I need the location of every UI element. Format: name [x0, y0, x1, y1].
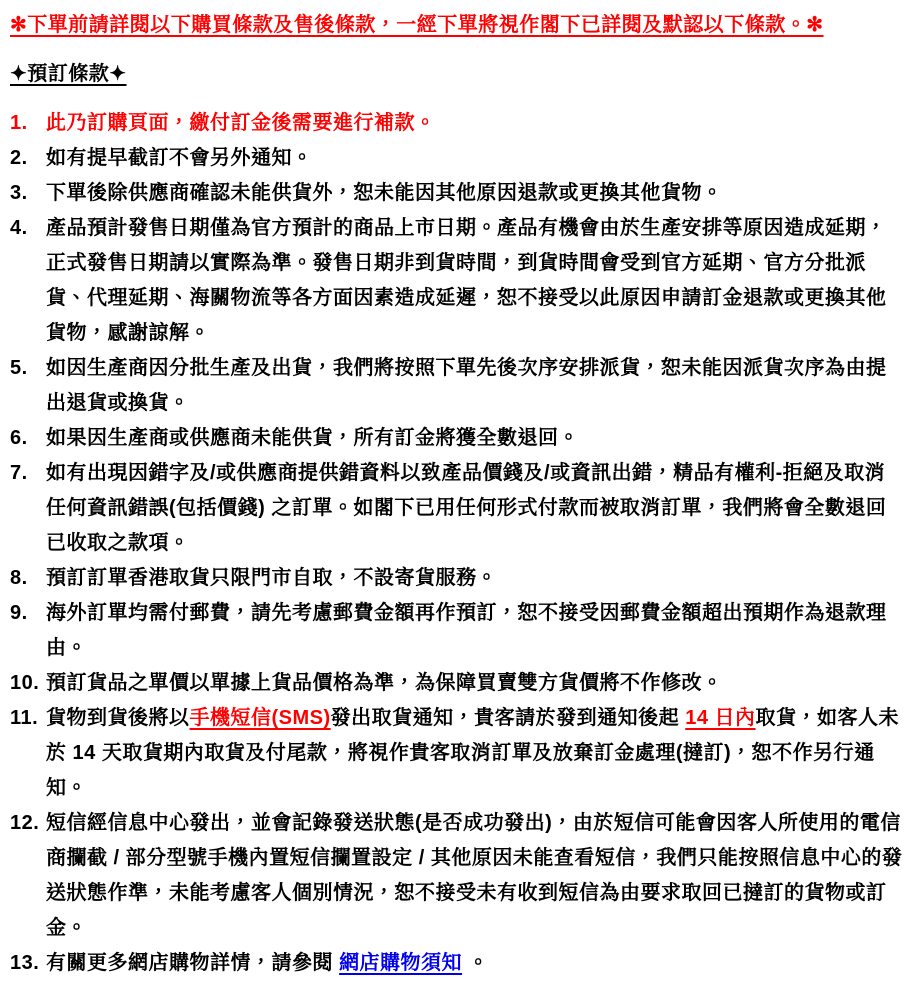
term-item-2 — [10, 141, 903, 176]
term-segment: 如有提早截訂不會另外通知。 — [46, 147, 313, 169]
term-number: 8. — [10, 567, 28, 589]
term-segment: 短信經信息中心發出，並會記錄發送狀態(是否成功發出)，由於短信可能會因客人所使用的電信商攔截 / 部分型號手機內置短信攔置設定 / 其他原因未能查看短信，我們只能按照信息中心的發送狀態作準，未能考慮客人個別情況，恕不接受未有收到短信為由要求取回已撻訂的貨物或訂金。 — [46, 812, 903, 939]
term-segment: 此乃訂購頁面，繳付訂金後需要進行補款。 — [46, 112, 436, 134]
term-item-9 — [10, 596, 903, 666]
term-item-3 — [10, 176, 903, 211]
term-segment: 貨物到貨後將以 — [46, 707, 190, 729]
term-text — [46, 147, 313, 169]
term-text — [46, 707, 899, 799]
term-number: 13. — [10, 952, 40, 974]
term-number: 7. — [10, 462, 28, 484]
term-number: 4. — [10, 217, 28, 239]
term-segment: 海外訂單均需付郵費，請先考慮郵費金額再作預訂，恕不接受因郵費金額超出預期作為退款理由。 — [46, 602, 887, 659]
term-segment: 14 日內 — [685, 707, 756, 729]
terms-list — [10, 106, 903, 981]
preorder-terms-title: ✦預訂條款✦ — [10, 63, 127, 85]
term-segment: 取貨，如客人未於 14 天取貨期內取貨及付尾款，將視作貴客取消訂單及放棄訂金處理(撻訂)，恕不作另行通知。 — [46, 707, 900, 799]
term-item-13 — [10, 946, 903, 981]
term-text — [46, 672, 723, 694]
term-text — [46, 112, 436, 134]
term-text — [46, 812, 902, 939]
term-item-12 — [10, 806, 903, 946]
term-item-11 — [10, 701, 903, 806]
term-segment: 如果因生產商或供應商未能供貨，所有訂金將獲全數退回。 — [46, 427, 579, 449]
term-item-1 — [10, 106, 903, 141]
section-title-row — [10, 57, 903, 92]
term-number: 1. — [10, 112, 28, 134]
term-number: 2. — [10, 147, 28, 169]
store-shopping-guide-link[interactable]: 網店購物須知 — [339, 952, 463, 974]
term-number: 10. — [10, 672, 40, 694]
term-number: 11. — [10, 707, 39, 729]
term-segment: 下單後除供應商確認未能供貨外，恕未能因其他原因退款或更換其他貨物。 — [46, 182, 723, 204]
term-text — [46, 602, 887, 659]
term-number: 6. — [10, 427, 28, 449]
term-segment: 如因生產商因分批生產及出貨，我們將按照下單先後次序安排派貨，恕未能因派貨次序為由提出退貨或換貨。 — [46, 357, 887, 414]
term-segment: 如有出現因錯字及/或供應商提供錯資料以致產品價錢及/或資訊出錯，精品有權利-拒絕及取消任何資訊錯誤(包括價錢) 之訂單。如閣下已用任何形式付款而被取消訂單，我們將會全數退回已收取之款項。 — [46, 462, 887, 554]
term-segment: 發出取貨通知，貴客請於發到通知後起 — [330, 707, 686, 729]
term-segment: 有關更多網店購物詳情，請參閱 — [46, 952, 340, 974]
term-item-5 — [10, 351, 903, 421]
term-segment: 預訂訂單香港取貨只限門市自取，不設寄貨服務。 — [46, 567, 497, 589]
term-number: 3. — [10, 182, 28, 204]
term-segment: 預訂貨品之單價以單據上貨品價格為準，為保障買賣雙方貨價將不作修改。 — [46, 672, 723, 694]
term-item-10 — [10, 666, 903, 701]
term-text — [46, 567, 497, 589]
term-segment: 。 — [462, 952, 489, 974]
term-text — [46, 357, 887, 414]
term-text — [46, 427, 579, 449]
term-segment: 產品預計發售日期僅為官方預計的商品上市日期。產品有機會由於生產安排等原因造成延期，正式發售日期請以實際為準。發售日期非到貨時間，到貨時間會受到官方延期、官方分批派貨、代理延期、海關物流等各方面因素造成延遲，恕不接受以此原因申請訂金退款或更換其他貨物，感謝諒解。 — [46, 217, 887, 344]
purchase-warning-header: ✻下單前請詳閱以下購買條款及售後條款，一經下單將視作閣下已詳閱及默認以下條款。✻ — [10, 14, 824, 36]
term-item-6 — [10, 421, 903, 456]
term-segment: 手機短信(SMS) — [189, 707, 331, 729]
term-text — [46, 217, 887, 344]
term-item-7 — [10, 456, 903, 561]
term-text — [46, 462, 886, 554]
term-text — [46, 952, 489, 974]
term-number: 5. — [10, 357, 28, 379]
term-item-4 — [10, 211, 903, 351]
term-number: 12. — [10, 812, 40, 834]
term-number: 9. — [10, 602, 28, 624]
term-text — [46, 182, 723, 204]
term-item-8 — [10, 561, 903, 596]
